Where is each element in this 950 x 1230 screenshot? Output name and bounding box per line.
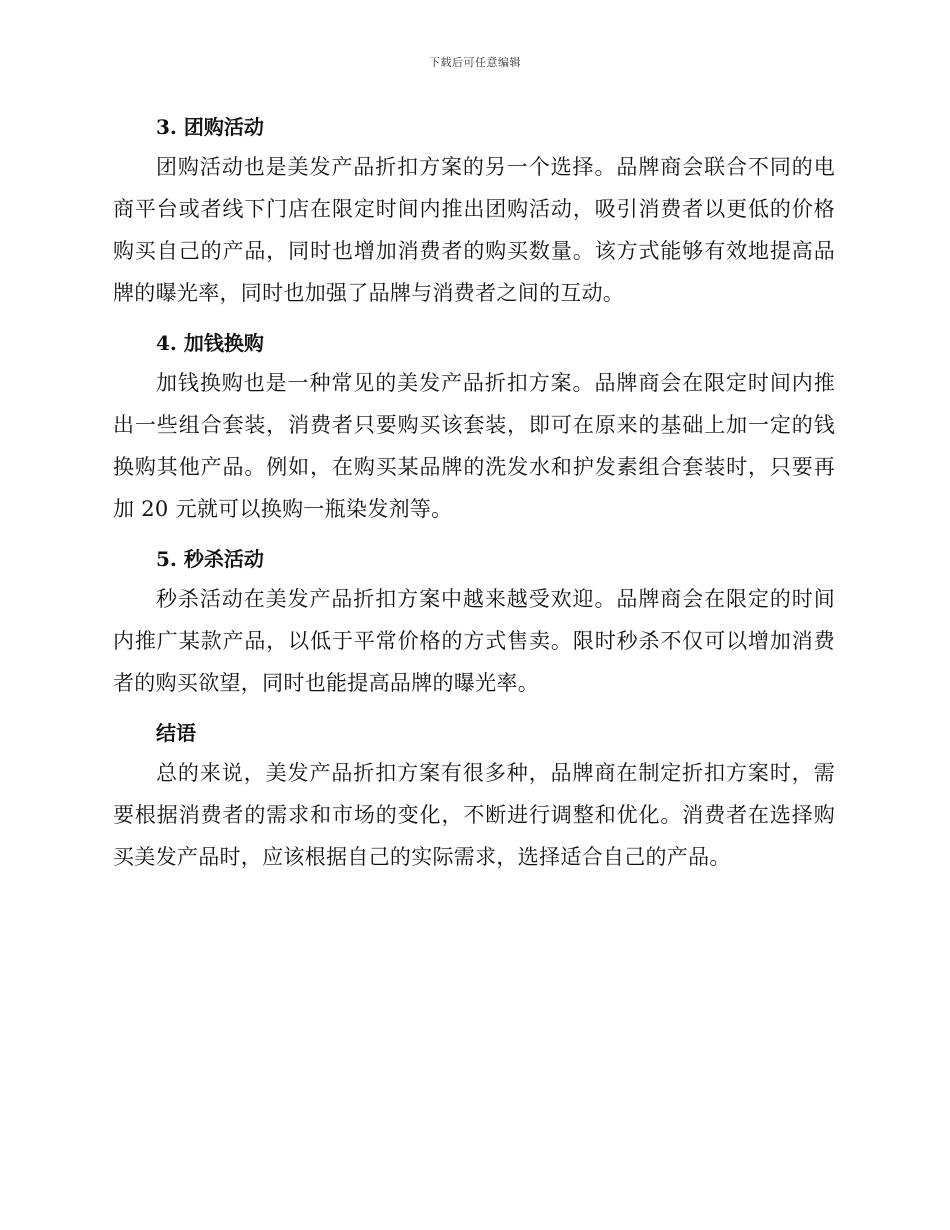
section-heading: 5. 秒杀活动	[156, 547, 264, 571]
section-paragraph: 总的来说，美发产品折扣方案有很多种，品牌商在制定折扣方案时，需要根据消费者的需求和市场的变化，不断进行调整和优化。消费者在选择购买美发产品时，应该根据自己的实际需求，选择适合自己的产品。	[113, 761, 835, 869]
section-conclusion	[113, 714, 835, 878]
section-paragraph: 秒杀活动在美发产品折扣方案中越来越受欢迎。品牌商会在限定的时间内推广某款产品，以低于平常价格的方式售卖。限时秒杀不仅可以增加消费者的购买欲望，同时也能提高品牌的曝光率。	[113, 587, 835, 695]
section-group-buying	[113, 108, 835, 314]
section-paragraph: 团购活动也是美发产品折扣方案的另一个选择。品牌商会联合不同的电商平台或者线下门店在限定时间内推出团购活动，吸引消费者以更低的价格购买自己的产品，同时也增加消费者的购买数量。该方式能够有效地提高品牌的曝光率，同时也加强了品牌与消费者之间的互动。	[113, 155, 835, 305]
section-add-money-exchange	[113, 324, 835, 530]
page-header: 下载后可任意编辑	[429, 56, 521, 69]
section-heading: 4. 加钱换购	[156, 331, 264, 355]
section-paragraph: 加钱换购也是一种常见的美发产品折扣方案。品牌商会在限定时间内推出一些组合套装，消费者只要购买该套装，即可在原来的基础上加一定的钱换购其他产品。例如，在购买某品牌的洗发水和护发素组合套装时，只要再加 20 元就可以换购一瓶染发剂等。	[113, 371, 835, 521]
document-body	[113, 108, 835, 888]
section-heading: 3. 团购活动	[156, 115, 264, 139]
section-flash-sale	[113, 540, 835, 704]
section-heading: 结语	[156, 721, 196, 745]
